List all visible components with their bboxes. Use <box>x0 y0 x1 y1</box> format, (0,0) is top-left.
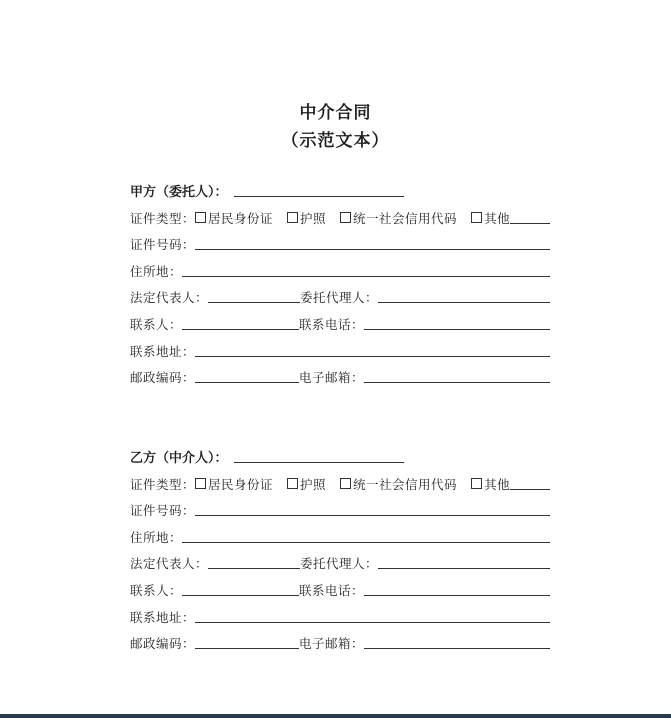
party-b-phone-field[interactable] <box>364 581 550 596</box>
party-a-heading-row <box>130 180 550 200</box>
party-a-section <box>130 180 550 386</box>
checkbox-icon[interactable] <box>471 478 482 489</box>
party-b-heading-row <box>130 446 550 466</box>
party-b-option-resident-id[interactable] <box>195 475 273 493</box>
checkbox-icon[interactable] <box>340 478 351 489</box>
page-title: 中介合同 <box>299 103 372 123</box>
party-b-contact-row <box>130 579 550 599</box>
party-b-address-field[interactable] <box>182 528 550 543</box>
party-b-contact-address-row <box>130 606 550 626</box>
party-a-option-resident-id[interactable] <box>195 209 273 227</box>
party-a-contact-label: 联系人： <box>130 316 183 332</box>
party-a-agent-field[interactable] <box>378 288 550 303</box>
party-a-agent-label: 委托代理人： <box>300 290 379 306</box>
party-a-address-field[interactable] <box>182 262 550 277</box>
option-label: 居民身份证 <box>208 210 274 226</box>
page-subtitle: （示范文本） <box>281 131 390 151</box>
checkbox-icon[interactable] <box>287 212 298 223</box>
party-b-other-field[interactable] <box>510 475 550 490</box>
party-a-name-field[interactable] <box>234 182 404 197</box>
party-b-agent-field[interactable] <box>378 554 550 569</box>
party-b-agent-label: 委托代理人： <box>300 556 379 572</box>
party-b-email-field[interactable] <box>364 634 550 649</box>
party-b-id-number-row <box>130 499 550 519</box>
party-a-option-credit-code[interactable] <box>340 209 457 227</box>
checkbox-icon[interactable] <box>195 212 206 223</box>
party-a-address-label: 住所地： <box>130 263 183 279</box>
party-a-phone-label: 联系电话： <box>299 316 365 332</box>
party-b-option-other[interactable] <box>471 475 510 493</box>
party-b-legal-rep-field[interactable] <box>208 554 300 569</box>
option-label: 其他 <box>484 210 511 226</box>
party-a-phone-field[interactable] <box>364 315 550 330</box>
party-b-id-number-field[interactable] <box>195 501 550 516</box>
party-b-id-number-label: 证件号码： <box>130 503 196 519</box>
party-a-option-other[interactable] <box>471 209 510 227</box>
party-a-rep-row <box>130 286 550 306</box>
party-a-address-row <box>130 260 550 280</box>
party-a-email-label: 电子邮箱： <box>299 370 365 386</box>
party-a-contact-address-label: 联系地址： <box>130 343 196 359</box>
party-a-contact-address-row <box>130 340 550 360</box>
party-a-id-number-row <box>130 233 550 253</box>
party-a-id-type-row <box>130 207 550 227</box>
party-b-option-passport[interactable] <box>287 475 326 493</box>
party-b-postcode-row <box>130 632 550 652</box>
party-a-contact-field[interactable] <box>182 315 299 330</box>
party-a-postcode-label: 邮政编码： <box>130 370 196 386</box>
party-a-id-type-label: 证件类型： <box>130 210 196 226</box>
party-a-id-number-label: 证件号码： <box>130 237 196 253</box>
page-bottom-edge <box>0 714 671 718</box>
party-a-legal-rep-field[interactable] <box>208 288 300 303</box>
party-a-email-field[interactable] <box>364 368 550 383</box>
party-a-contact-row <box>130 313 550 333</box>
party-a-contact-address-field[interactable] <box>195 342 550 357</box>
party-b-postcode-field[interactable] <box>195 634 299 649</box>
party-b-heading: 乙方（中介人）： <box>130 451 228 466</box>
party-b-option-credit-code[interactable] <box>340 475 457 493</box>
checkbox-icon[interactable] <box>287 478 298 489</box>
party-b-postcode-label: 邮政编码： <box>130 636 196 652</box>
party-b-email-label: 电子邮箱： <box>299 636 365 652</box>
option-label: 护照 <box>300 476 327 492</box>
option-label: 其他 <box>484 476 511 492</box>
option-label: 居民身份证 <box>208 476 274 492</box>
party-b-id-type-row <box>130 473 550 493</box>
party-a-other-field[interactable] <box>510 209 550 224</box>
party-a-option-passport[interactable] <box>287 209 326 227</box>
party-b-contact-address-field[interactable] <box>195 608 550 623</box>
party-b-legal-rep-label: 法定代表人： <box>130 556 209 572</box>
party-b-contact-field[interactable] <box>182 581 299 596</box>
option-label: 统一社会信用代码 <box>353 210 458 226</box>
party-a-legal-rep-label: 法定代表人： <box>130 290 209 306</box>
party-b-name-field[interactable] <box>234 448 404 463</box>
party-b-contact-label: 联系人： <box>130 582 183 598</box>
party-b-section <box>130 446 550 652</box>
party-b-contact-address-label: 联系地址： <box>130 609 196 625</box>
party-a-id-number-field[interactable] <box>195 235 550 250</box>
party-b-phone-label: 联系电话： <box>299 582 365 598</box>
party-a-postcode-row <box>130 366 550 386</box>
party-a-heading: 甲方（委托人）： <box>130 185 228 200</box>
party-a-postcode-field[interactable] <box>195 368 299 383</box>
party-b-id-type-label: 证件类型： <box>130 476 196 492</box>
option-label: 统一社会信用代码 <box>353 476 458 492</box>
party-b-address-row <box>130 526 550 546</box>
checkbox-icon[interactable] <box>471 212 482 223</box>
party-b-rep-row <box>130 552 550 572</box>
option-label: 护照 <box>300 210 327 226</box>
checkbox-icon[interactable] <box>340 212 351 223</box>
checkbox-icon[interactable] <box>195 478 206 489</box>
party-b-address-label: 住所地： <box>130 529 183 545</box>
